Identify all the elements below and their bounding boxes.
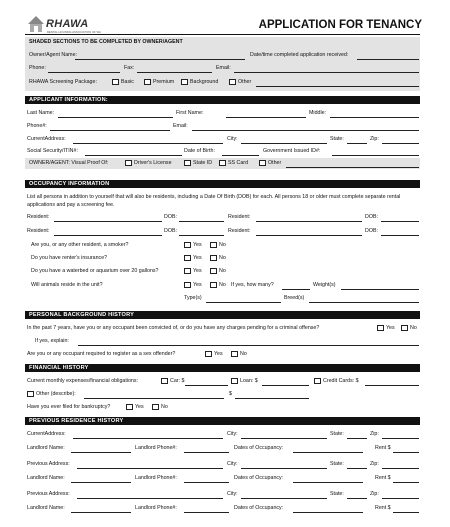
visual-proof-label: OWNER/AGENT: Visual Proof Of: [29, 160, 109, 166]
renters-insurance-no-checkbox[interactable] [210, 255, 217, 261]
ss-card-label: SS Card [228, 160, 249, 166]
previous-address-2-label: Previous Address: [27, 491, 70, 497]
landlord-name-1-label: Landlord Name: [27, 445, 65, 451]
proof-other-checkbox[interactable] [259, 160, 266, 166]
financial-section-heading: FINANCIAL HISTORY [25, 364, 420, 372]
smoker-yes-checkbox[interactable] [184, 242, 191, 248]
owner-agent-name-label: Owner/Agent Name: [29, 52, 77, 58]
owner-phone-label: Phone: [29, 65, 46, 71]
other-expense-checkbox[interactable] [27, 391, 34, 397]
dates-occupancy-1-label: Dates of Occupancy: [234, 445, 284, 451]
owner-agent-name-field[interactable] [75, 59, 245, 60]
car-field[interactable] [185, 385, 228, 386]
types-label: Type(s) [184, 295, 202, 301]
renters-insurance-yes-checkbox[interactable] [184, 255, 191, 261]
current-address-field[interactable] [73, 143, 223, 144]
animals-yes-label: Yes [193, 282, 202, 288]
current-address-label: CurrentAddress: [27, 136, 66, 142]
smoker-no-checkbox[interactable] [210, 242, 217, 248]
landlord-name-1-field[interactable] [71, 452, 131, 453]
monthly-expenses-label: Current monthly expenses/financial obligations: [27, 378, 139, 384]
smoker-no-label: No [219, 242, 226, 248]
basic-checkbox[interactable] [112, 79, 119, 85]
resident-1-label: Resident: [27, 214, 50, 220]
animals-yes-checkbox[interactable] [184, 282, 191, 288]
prev-current-address-field[interactable] [73, 438, 223, 439]
state-id-checkbox[interactable] [184, 160, 191, 166]
datetime-received-label: Date/time completed application received: [250, 52, 349, 58]
dates-occupancy-3-label: Dates of Occupancy: [234, 505, 284, 511]
renters-insurance-question: Do you have renter's insurance? [31, 255, 108, 261]
types-field[interactable] [206, 302, 281, 303]
credit-cards-checkbox[interactable] [314, 378, 321, 384]
landlord-phone-2-label: Landlord Phone#: [135, 475, 177, 481]
prev-city-1-label: City: [227, 431, 238, 437]
drivers-license-label: Driver's License [134, 160, 172, 166]
landlord-name-3-label: Landlord Name: [27, 505, 65, 511]
sex-offender-no-label: No [240, 351, 247, 357]
zip-label: Zip: [370, 136, 379, 142]
how-many-label: If yes, how many? [231, 282, 274, 288]
prev-zip-2-field[interactable] [382, 468, 419, 469]
prev-zip-2-label: Zip: [370, 461, 379, 467]
applicant-section-heading: APPLICANT INFORMATION: [25, 96, 420, 104]
how-many-field[interactable] [282, 289, 310, 290]
logo-text: RHAWA [46, 18, 89, 30]
bankruptcy-no-label: No [161, 404, 168, 410]
proof-other-field[interactable] [286, 167, 419, 168]
weights-field[interactable] [341, 289, 419, 290]
logo-subtext: RENTAL HOUSING ASSOCIATION OF WA [47, 30, 101, 34]
animals-no-label: No [219, 282, 226, 288]
applicant-phone-field[interactable] [50, 130, 170, 131]
owner-email-field[interactable] [234, 72, 419, 73]
resident-3-dob-label: DOB: [164, 228, 177, 234]
previous-residence-heading: PREVIOUS RESIDENCE HISTORY [25, 417, 420, 425]
renters-insurance-yes-label: Yes [193, 255, 202, 261]
resident-1-dob-field[interactable] [179, 221, 224, 222]
background-section-heading: PERSONAL BACKGROUND HISTORY [25, 311, 420, 319]
other-dollar-label: $ [229, 391, 232, 397]
zip-field[interactable] [382, 143, 419, 144]
prev-city-1-field[interactable] [241, 438, 327, 439]
owner-fax-label: Fax: [124, 65, 135, 71]
loan-label: Loan: $ [240, 378, 258, 384]
proof-other-label: Other [268, 160, 282, 166]
landlord-phone-3-field[interactable] [184, 512, 229, 513]
city-field[interactable] [241, 143, 327, 144]
smoker-yes-label: Yes [193, 242, 202, 248]
prev-state-2-field[interactable] [347, 468, 367, 469]
house-logo-icon [27, 14, 45, 34]
waterbed-yes-checkbox[interactable] [184, 268, 191, 274]
landlord-phone-2-field[interactable] [184, 482, 229, 483]
first-name-field[interactable] [226, 117, 306, 118]
header-rule [25, 34, 420, 35]
waterbed-question: Do you have a waterbed or aquarium over 20 gallons? [31, 268, 159, 274]
waterbed-no-checkbox[interactable] [210, 268, 217, 274]
applicant-email-field[interactable] [192, 130, 419, 131]
other-amount-field[interactable] [235, 398, 309, 399]
prev-state-1-label: State: [330, 431, 344, 437]
resident-2-dob-label: DOB: [365, 214, 378, 220]
ss-card-checkbox[interactable] [219, 160, 226, 166]
owner-section-heading: SHADED SECTIONS TO BE COMPLETED BY OWNER/AGENT [29, 39, 183, 45]
gov-id-field[interactable] [332, 155, 419, 156]
bankruptcy-no-checkbox[interactable] [152, 404, 159, 410]
waterbed-no-label: No [219, 268, 226, 274]
convicted-yes-checkbox[interactable] [377, 325, 384, 331]
state-label: State: [330, 136, 344, 142]
middle-field[interactable] [330, 117, 419, 118]
resident-4-dob-label: DOB: [365, 228, 378, 234]
sex-offender-yes-label: Yes [214, 351, 223, 357]
car-checkbox[interactable] [161, 378, 168, 384]
previous-address-1-label: Previous Address: [27, 461, 70, 467]
breeds-field[interactable] [309, 302, 419, 303]
gov-id-label: Government Issued ID#: [263, 148, 321, 154]
sex-offender-yes-checkbox[interactable] [205, 351, 212, 357]
owner-phone-field[interactable] [48, 72, 120, 73]
smoker-question: Are you, or any other resident, a smoker? [31, 242, 129, 248]
resident-4-field[interactable] [256, 235, 362, 236]
occupancy-section-heading: OCCUPANCY INFORMATION [25, 180, 420, 188]
loan-checkbox[interactable] [231, 378, 238, 384]
other-package-field[interactable] [256, 86, 419, 87]
dob-field[interactable] [222, 155, 259, 156]
convicted-question: In the past 7 years, have you or any occupant been convicted of, or do you have any charges pending for a criminal offense? [27, 325, 320, 331]
car-label: Car: $ [170, 378, 185, 384]
applicant-email-label: Email: [173, 123, 188, 129]
drivers-license-checkbox[interactable] [125, 160, 132, 166]
last-name-label: Last Name: [27, 110, 55, 116]
prev-zip-3-label: Zip: [370, 491, 379, 497]
page-title: APPLICATION FOR TENANCY [258, 19, 422, 31]
owner-fax-field[interactable] [137, 72, 212, 73]
previous-address-2-field[interactable] [77, 498, 223, 499]
other-describe-label: Other (describe): [36, 391, 76, 397]
convicted-yes-label: Yes [386, 325, 395, 331]
prev-state-3-label: State: [330, 491, 344, 497]
owner-email-label: Email: [216, 65, 231, 71]
landlord-phone-3-label: Landlord Phone#: [135, 505, 177, 511]
rent-3-label: Rent $ [375, 505, 391, 511]
resident-4-label: Resident: [228, 228, 251, 234]
state-field[interactable] [347, 143, 367, 144]
applicant-phone-label: Phone#: [27, 123, 47, 129]
datetime-received-field[interactable] [357, 59, 419, 60]
resident-3-field[interactable] [54, 235, 162, 236]
dob-label: Date of Birth: [184, 148, 215, 154]
credit-cards-field[interactable] [365, 385, 419, 386]
prev-city-2-label: City: [227, 461, 238, 467]
sex-offender-question: Are you or any occupant required to register as a sex offender? [27, 351, 176, 357]
resident-4-dob-field[interactable] [381, 235, 419, 236]
prev-state-3-field[interactable] [347, 498, 367, 499]
landlord-name-3-field[interactable] [71, 512, 131, 513]
dates-occupancy-2-label: Dates of Occupancy: [234, 475, 284, 481]
last-name-field[interactable] [58, 117, 173, 118]
landlord-name-2-label: Landlord Name: [27, 475, 65, 481]
premium-checkbox[interactable] [144, 79, 151, 85]
dates-occupancy-1-field[interactable] [293, 452, 363, 453]
landlord-phone-1-label: Landlord Phone#: [135, 445, 177, 451]
prev-zip-1-label: Zip: [370, 431, 379, 437]
bankruptcy-yes-label: Yes [135, 404, 144, 410]
animals-no-checkbox[interactable] [210, 282, 217, 288]
convicted-no-checkbox[interactable] [401, 325, 408, 331]
rent-1-field[interactable] [393, 452, 419, 453]
convicted-no-label: No [410, 325, 417, 331]
other-label: Other [238, 79, 252, 85]
prev-current-address-label: CurrentAddress: [27, 431, 66, 437]
animals-question: Will animals reside in the unit? [31, 282, 103, 288]
resident-2-field[interactable] [256, 221, 362, 222]
ssn-field[interactable] [85, 155, 182, 156]
landlord-phone-1-field[interactable] [184, 452, 229, 453]
credit-cards-label: Credit Cards: $ [323, 378, 359, 384]
sex-offender-no-checkbox[interactable] [231, 351, 238, 357]
prev-state-1-field[interactable] [347, 438, 367, 439]
rent-2-label: Rent $ [375, 475, 391, 481]
resident-3-label: Resident: [27, 228, 50, 234]
rent-2-field[interactable] [393, 482, 419, 483]
occupancy-intro: List all persons in addition to yourself that will also be residents, including a Date Of Birth (DOB) for each. All persons 18 or older must complete separate rental applications and pay a screening fee. [27, 194, 401, 208]
prev-zip-3-field[interactable] [382, 498, 419, 499]
first-name-label: First Name: [176, 110, 204, 116]
bankruptcy-yes-checkbox[interactable] [126, 404, 133, 410]
resident-1-dob-label: DOB: [164, 214, 177, 220]
previous-address-1-field[interactable] [77, 468, 223, 469]
weights-label: Weight(s) [313, 282, 336, 288]
prev-city-2-field[interactable] [241, 468, 327, 469]
prev-state-2-label: State: [330, 461, 344, 467]
resident-2-label: Resident: [228, 214, 251, 220]
city-label: City: [227, 136, 238, 142]
middle-label: Middle: [309, 110, 327, 116]
breeds-label: Breed(s) [284, 295, 305, 301]
background-label: Background [190, 79, 219, 85]
background-checkbox[interactable] [181, 79, 188, 85]
prev-city-3-field[interactable] [241, 498, 327, 499]
loan-field[interactable] [262, 385, 309, 386]
ssn-label: Social Security/ITIN#: [27, 148, 78, 154]
state-id-label: State ID [193, 160, 213, 166]
rent-3-field[interactable] [393, 512, 419, 513]
explain-field[interactable] [78, 345, 419, 346]
prev-zip-1-field[interactable] [382, 438, 419, 439]
if-yes-explain-label: If yes, explain: [35, 338, 69, 344]
resident-2-dob-field[interactable] [381, 221, 419, 222]
screening-package-label: RHAWA Screening Package: [29, 79, 97, 85]
rent-1-label: Rent $ [375, 445, 391, 451]
resident-1-field[interactable] [54, 221, 162, 222]
other-describe-field[interactable] [84, 398, 224, 399]
dates-occupancy-2-field[interactable] [293, 482, 363, 483]
other-checkbox[interactable] [229, 79, 236, 85]
resident-3-dob-field[interactable] [179, 235, 224, 236]
premium-label: Premium [153, 79, 175, 85]
basic-label: Basic [121, 79, 134, 85]
landlord-name-2-field[interactable] [71, 482, 131, 483]
prev-city-3-label: City: [227, 491, 238, 497]
renters-insurance-no-label: No [219, 255, 226, 261]
dates-occupancy-3-field[interactable] [293, 512, 363, 513]
waterbed-yes-label: Yes [193, 268, 202, 274]
bankruptcy-question: Have you ever filed for bankruptcy? [27, 404, 111, 410]
